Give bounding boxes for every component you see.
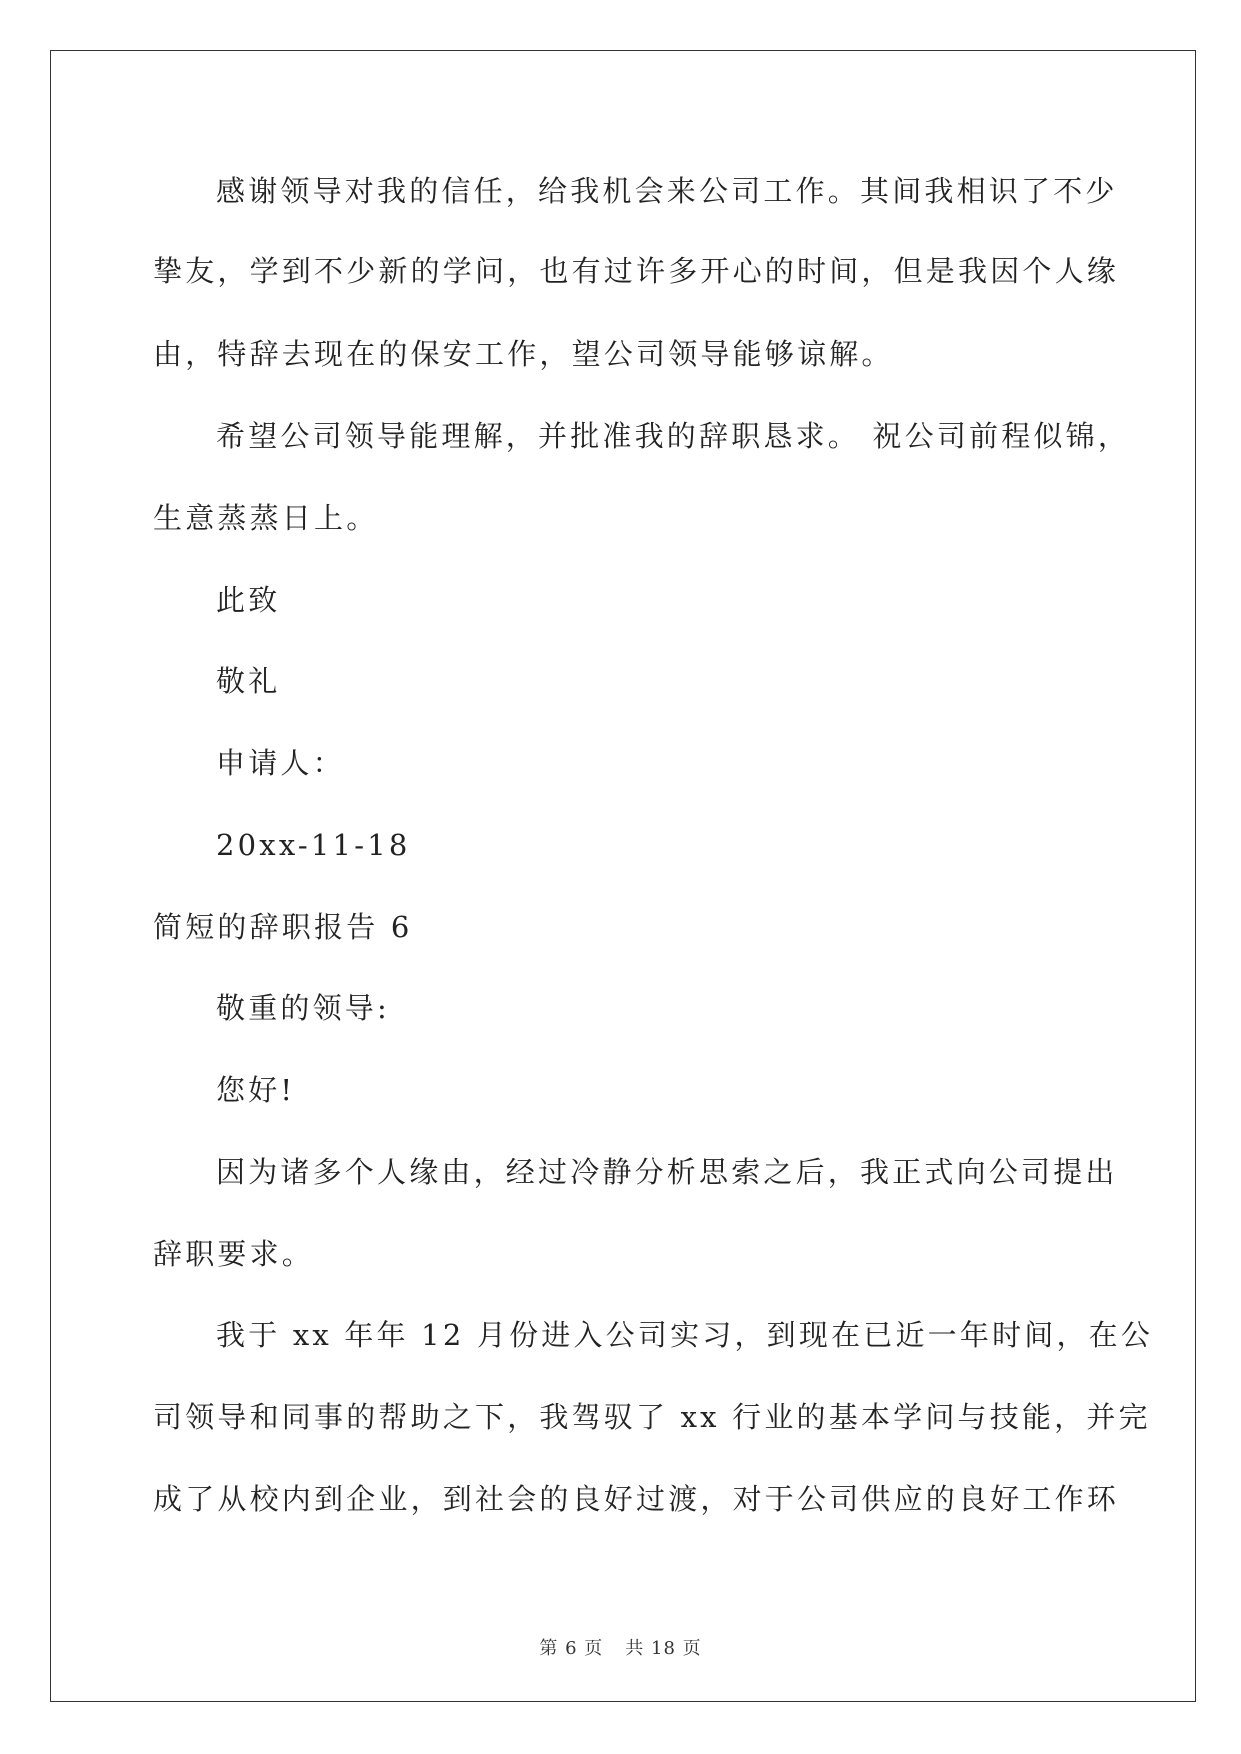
- body-text-line: 因为诸多个人缘由，经过冷静分析思索之后，我正式向公司提出: [216, 1155, 1118, 1189]
- salutation-text: 此致: [216, 583, 281, 617]
- greeting-text: 您好!: [216, 1073, 296, 1107]
- date-text: 20xx-11-18: [216, 828, 411, 862]
- body-text-line: 司领导和同事的帮助之下，我驾驭了 xx 行业的基本学问与技能，并完: [153, 1400, 1151, 1434]
- body-text-line: 成了从校内到企业，到社会的良好过渡，对于公司供应的良好工作环: [153, 1482, 1120, 1516]
- body-text-line: 生意蒸蒸日上。: [153, 501, 379, 535]
- body-text-line: 辞职要求。: [153, 1237, 315, 1271]
- page-total: 共 18 页: [625, 1638, 702, 1659]
- salutation-text: 敬礼: [216, 664, 281, 698]
- body-text-line: 我于 xx 年年 12 月份进入公司实习，到现在已近一年时间，在公: [216, 1318, 1154, 1352]
- body-text-line: 感谢领导对我的信任，给我机会来公司工作。其间我相识了不少: [216, 174, 1118, 208]
- section-heading: 简短的辞职报告 6: [153, 910, 413, 944]
- page-border: [50, 50, 1196, 1702]
- greeting-text: 敬重的领导:: [216, 991, 390, 1025]
- page-number: 第 6 页: [539, 1638, 604, 1659]
- applicant-label: 申请人：: [216, 746, 345, 780]
- body-text-line: 由，特辞去现在的保安工作，望公司领导能够谅解。: [153, 337, 894, 371]
- body-text-line: 挚友，学到不少新的学问，也有过许多开心的时间，但是我因个人缘: [153, 254, 1120, 288]
- page-footer: [0, 1634, 1241, 1660]
- body-text-line: 希望公司领导能理解，并批准我的辞职恳求。 祝公司前程似锦，: [216, 419, 1131, 453]
